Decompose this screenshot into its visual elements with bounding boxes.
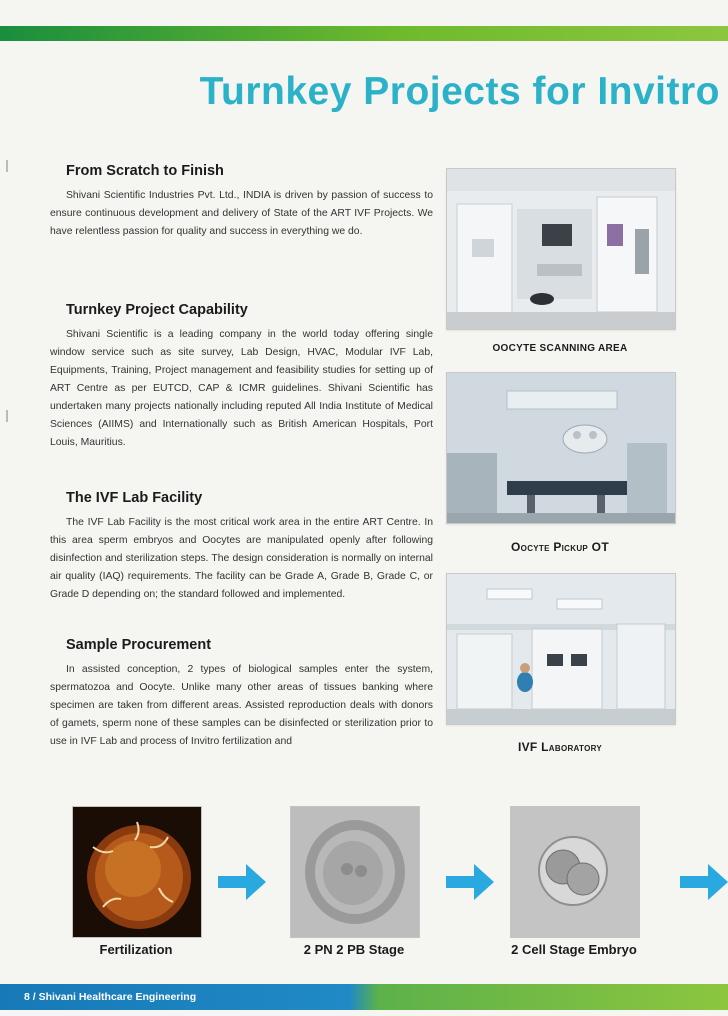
section-body: Shivani Scientific is a leading company in the world today offering single window service such as site survey, Lab Design, HVAC, Modular IVF Lab, Equipments, Training, Project management and feasibility studies for setting up of ART Centre as per EUTCD, CAP & ICMR guidelines. Shivani Scientific has undertaken many projects nationally including reputed All India Institute of Medical Sciences (AIIMS) and Internationally such as British American Hospitals, Port Louis, Mauritius. <box>50 329 433 448</box>
margin-mark <box>6 160 8 172</box>
section-ivf-lab-facility <box>50 490 433 604</box>
top-accent-bar <box>0 26 728 41</box>
photo-caption: OOCYTE SCANNING AREA <box>492 343 628 354</box>
stage-caption: 2 Cell Stage Embryo <box>511 942 637 957</box>
section-scratch-to-finish <box>50 163 433 241</box>
section-heading: From Scratch to Finish <box>66 163 224 179</box>
photo-caption: Oocyte Pickup OT <box>511 540 609 554</box>
page-title: Turnkey Projects for Invitro <box>199 70 720 113</box>
arrow-right-icon <box>446 862 496 902</box>
fertilization-image <box>72 806 202 938</box>
lab-room-photo <box>446 168 676 330</box>
margin-mark <box>6 410 8 422</box>
section-body: The IVF Lab Facility is the most critical work area in the entire ART Centre. In this area sperm embryos and Oocytes are manipulated openly after following disinfection and sterilization steps. The design consideration is normally on internal air quality (IAQ) requirements. The facility can be Grade A, Grade B, Grade C, or Grade D depending on; the standard followed and implemented. <box>50 517 433 600</box>
stage-caption: 2 PN 2 PB Stage <box>303 942 405 957</box>
operating-theatre-photo <box>446 372 676 524</box>
zygote-image <box>290 806 420 938</box>
stage-caption: Fertilization <box>99 942 173 957</box>
section-sample-procurement <box>50 637 433 751</box>
footer-page-label: 8 / Shivani Healthcare Engineering <box>24 991 197 1003</box>
ivf-lab-photo <box>446 573 676 725</box>
photo-caption: IVF Laboratory <box>517 740 603 754</box>
section-body: Shivani Scientific Industries Pvt. Ltd., INDIA is driven by passion of success to ensure continuous development and delivery of State of the ART IVF Projects. We have relentless passion for quality and success in everything we do. <box>50 190 433 237</box>
section-body: In assisted conception, 2 types of biological samples enter the system, spermatozoa and Oocyte. Unlike many other areas of tissues banking where specimen are taken from different areas. Assisted reproduction deals with donors of gamets, sperm none of these samples can be disinfected or sterilization prior to use in IVF Lab and process of Invitro fertilization and <box>50 664 433 747</box>
embryo-image <box>510 806 640 938</box>
arrow-right-icon <box>218 862 268 902</box>
section-project-capability <box>50 302 433 452</box>
section-heading: Turnkey Project Capability <box>66 302 248 318</box>
section-heading: The IVF Lab Facility <box>66 490 203 506</box>
arrow-right-icon <box>680 862 728 902</box>
section-heading: Sample Procurement <box>66 637 212 653</box>
